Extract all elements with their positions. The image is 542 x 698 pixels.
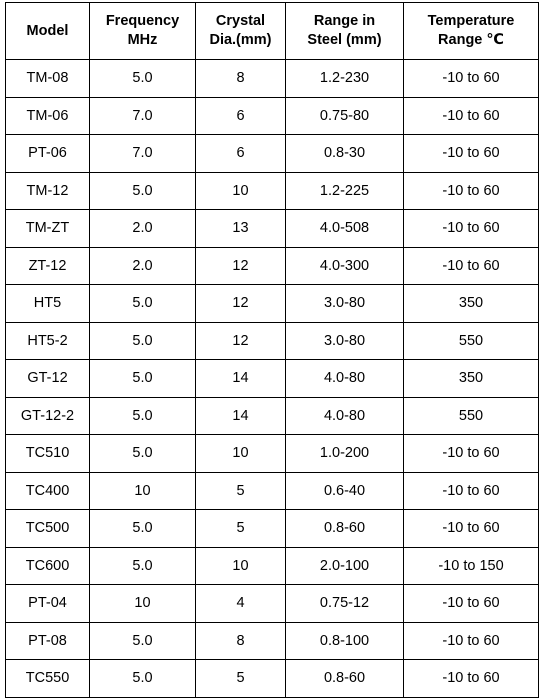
temperature-range-cell: -10 to 60 bbox=[404, 60, 539, 98]
range-in-steel-cell: 4.0-508 bbox=[286, 210, 404, 248]
model-cell: TC510 bbox=[6, 435, 90, 473]
temperature-range-cell: -10 to 60 bbox=[404, 435, 539, 473]
range-in-steel-cell: 3.0-80 bbox=[286, 285, 404, 323]
table-row bbox=[6, 622, 539, 660]
table-row bbox=[6, 585, 539, 623]
header-temperature-line-1: Temperature bbox=[427, 13, 515, 29]
range-in-steel-cell: 2.0-100 bbox=[286, 547, 404, 585]
range-in-steel-cell: 3.0-80 bbox=[286, 322, 404, 360]
frequency-cell: 5.0 bbox=[90, 285, 196, 323]
range-in-steel-cell: 0.8-30 bbox=[286, 135, 404, 173]
frequency-cell: 5.0 bbox=[90, 360, 196, 398]
range-in-steel-cell: 0.75-12 bbox=[286, 585, 404, 623]
model-cell: TM-ZT bbox=[6, 210, 90, 248]
crystal-diameter-cell: 10 bbox=[196, 547, 286, 585]
range-in-steel-cell: 0.75-80 bbox=[286, 97, 404, 135]
header-temperature-line-2: Range ℃ bbox=[438, 32, 504, 48]
temperature-range-cell: -10 to 60 bbox=[404, 472, 539, 510]
frequency-cell: 7.0 bbox=[90, 97, 196, 135]
table-row bbox=[6, 322, 539, 360]
model-cell: PT-06 bbox=[6, 135, 90, 173]
temperature-range-cell: -10 to 60 bbox=[404, 622, 539, 660]
crystal-diameter-cell: 5 bbox=[196, 660, 286, 698]
temperature-range-cell: 550 bbox=[404, 397, 539, 435]
temperature-range-cell: -10 to 60 bbox=[404, 97, 539, 135]
header-range-in-steel bbox=[286, 3, 404, 60]
table-row bbox=[6, 360, 539, 398]
table-row bbox=[6, 510, 539, 548]
range-in-steel-cell: 0.8-100 bbox=[286, 622, 404, 660]
header-model bbox=[6, 3, 90, 60]
model-cell: TM-06 bbox=[6, 97, 90, 135]
frequency-cell: 5.0 bbox=[90, 435, 196, 473]
table-header bbox=[6, 3, 539, 60]
temperature-range-cell: 350 bbox=[404, 285, 539, 323]
crystal-diameter-cell: 14 bbox=[196, 360, 286, 398]
crystal-diameter-cell: 12 bbox=[196, 285, 286, 323]
header-temperature-range bbox=[404, 3, 539, 60]
model-cell: TM-08 bbox=[6, 60, 90, 98]
range-in-steel-cell: 0.8-60 bbox=[286, 660, 404, 698]
table-body bbox=[6, 60, 539, 698]
model-cell: HT5 bbox=[6, 285, 90, 323]
range-in-steel-cell: 1.2-230 bbox=[286, 60, 404, 98]
crystal-diameter-cell: 10 bbox=[196, 435, 286, 473]
crystal-diameter-cell: 5 bbox=[196, 472, 286, 510]
temperature-range-cell: -10 to 60 bbox=[404, 135, 539, 173]
frequency-cell: 5.0 bbox=[90, 547, 196, 585]
temperature-range-cell: 550 bbox=[404, 322, 539, 360]
table-container bbox=[5, 2, 539, 698]
range-in-steel-cell: 4.0-300 bbox=[286, 247, 404, 285]
frequency-cell: 5.0 bbox=[90, 510, 196, 548]
model-cell: PT-04 bbox=[6, 585, 90, 623]
model-cell: PT-08 bbox=[6, 622, 90, 660]
frequency-cell: 5.0 bbox=[90, 397, 196, 435]
model-cell: GT-12-2 bbox=[6, 397, 90, 435]
model-cell: TM-12 bbox=[6, 172, 90, 210]
range-in-steel-cell: 0.6-40 bbox=[286, 472, 404, 510]
header-range-line-2: Steel (mm) bbox=[307, 32, 382, 48]
frequency-cell: 2.0 bbox=[90, 210, 196, 248]
header-crystal-line-2: Dia.(mm) bbox=[209, 32, 272, 48]
header-range-line-1: Range in bbox=[313, 13, 376, 29]
header-row bbox=[6, 3, 539, 60]
range-in-steel-cell: 1.2-225 bbox=[286, 172, 404, 210]
crystal-diameter-cell: 8 bbox=[196, 622, 286, 660]
range-in-steel-cell: 1.0-200 bbox=[286, 435, 404, 473]
table-row bbox=[6, 660, 539, 698]
temperature-range-cell: -10 to 60 bbox=[404, 210, 539, 248]
range-in-steel-cell: 4.0-80 bbox=[286, 360, 404, 398]
crystal-diameter-cell: 14 bbox=[196, 397, 286, 435]
table-row bbox=[6, 210, 539, 248]
model-cell: TC500 bbox=[6, 510, 90, 548]
header-frequency bbox=[90, 3, 196, 60]
model-cell: TC550 bbox=[6, 660, 90, 698]
model-cell: HT5-2 bbox=[6, 322, 90, 360]
header-crystal-diameter bbox=[196, 3, 286, 60]
temperature-range-cell: 350 bbox=[404, 360, 539, 398]
table-row bbox=[6, 135, 539, 173]
frequency-cell: 7.0 bbox=[90, 135, 196, 173]
crystal-diameter-cell: 5 bbox=[196, 510, 286, 548]
temperature-range-cell: -10 to 60 bbox=[404, 585, 539, 623]
model-cell: TC400 bbox=[6, 472, 90, 510]
probe-specifications-table bbox=[5, 2, 539, 698]
table-row bbox=[6, 60, 539, 98]
header-model-line-1: Model bbox=[26, 22, 69, 39]
frequency-cell: 2.0 bbox=[90, 247, 196, 285]
temperature-range-cell: -10 to 60 bbox=[404, 172, 539, 210]
crystal-diameter-cell: 12 bbox=[196, 322, 286, 360]
frequency-cell: 5.0 bbox=[90, 322, 196, 360]
crystal-diameter-cell: 6 bbox=[196, 97, 286, 135]
header-crystal-line-1: Crystal bbox=[215, 13, 266, 29]
frequency-cell: 10 bbox=[90, 472, 196, 510]
temperature-range-cell: -10 to 60 bbox=[404, 247, 539, 285]
crystal-diameter-cell: 6 bbox=[196, 135, 286, 173]
model-cell: GT-12 bbox=[6, 360, 90, 398]
temperature-range-cell: -10 to 150 bbox=[404, 547, 539, 585]
crystal-diameter-cell: 10 bbox=[196, 172, 286, 210]
table-row bbox=[6, 172, 539, 210]
table-row bbox=[6, 247, 539, 285]
crystal-diameter-cell: 13 bbox=[196, 210, 286, 248]
header-frequency-line-2: MHz bbox=[127, 32, 158, 48]
model-cell: TC600 bbox=[6, 547, 90, 585]
frequency-cell: 5.0 bbox=[90, 172, 196, 210]
range-in-steel-cell: 4.0-80 bbox=[286, 397, 404, 435]
header-frequency-line-1: Frequency bbox=[105, 13, 180, 29]
temperature-range-cell: -10 to 60 bbox=[404, 660, 539, 698]
table-row bbox=[6, 285, 539, 323]
temperature-range-cell: -10 to 60 bbox=[404, 510, 539, 548]
frequency-cell: 5.0 bbox=[90, 60, 196, 98]
crystal-diameter-cell: 8 bbox=[196, 60, 286, 98]
table-row bbox=[6, 547, 539, 585]
table-row bbox=[6, 472, 539, 510]
table-row bbox=[6, 97, 539, 135]
frequency-cell: 5.0 bbox=[90, 622, 196, 660]
crystal-diameter-cell: 4 bbox=[196, 585, 286, 623]
frequency-cell: 5.0 bbox=[90, 660, 196, 698]
table-row bbox=[6, 435, 539, 473]
table-row bbox=[6, 397, 539, 435]
model-cell: ZT-12 bbox=[6, 247, 90, 285]
frequency-cell: 10 bbox=[90, 585, 196, 623]
range-in-steel-cell: 0.8-60 bbox=[286, 510, 404, 548]
crystal-diameter-cell: 12 bbox=[196, 247, 286, 285]
